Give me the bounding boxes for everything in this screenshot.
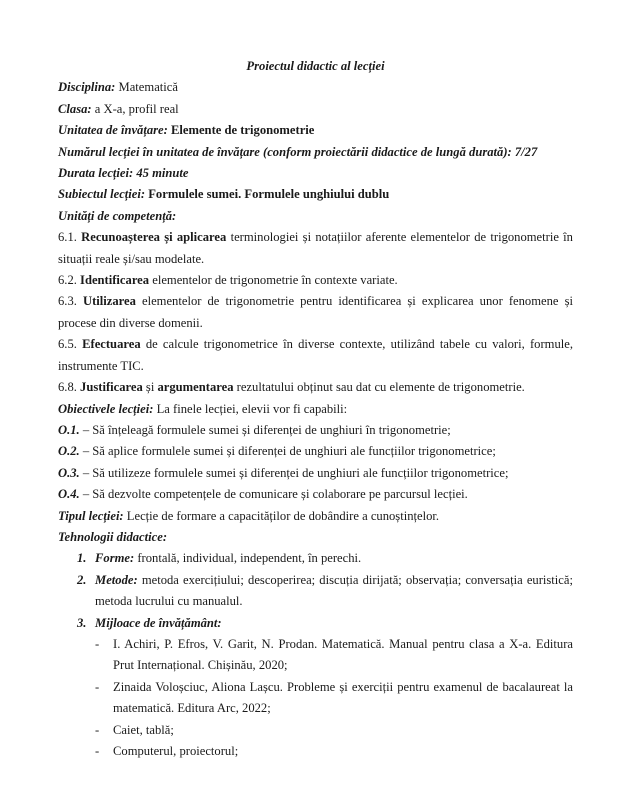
- field-label: Unitatea de învățare:: [58, 123, 168, 138]
- document-page: [58, 56, 573, 762]
- field-label: Clasa:: [58, 101, 92, 116]
- objective-item: O.1. – Să înțeleagă formulele sumei și diferenței de unghiuri în trigonometrie;: [58, 422, 451, 437]
- mijloc-item: - Caiet, tablă;: [95, 722, 174, 737]
- objective-item: O.2. – Să aplice formulele sumei și diferenței de unghiuri ale funcțiilor trigonometrice;: [58, 444, 496, 459]
- mijloace-list: [95, 634, 573, 762]
- field-numarul: [58, 142, 573, 163]
- field-value: Matematică: [115, 80, 178, 95]
- competente-heading: Unități de competență:: [58, 208, 177, 223]
- competenta-item: 6.5. Efectuarea de calcule trigonometrice în diverse contexte, utilizând tabele cu valori, formule, instrumente TIC.: [58, 337, 573, 373]
- field-value: Elemente de trigonometrie: [167, 123, 315, 138]
- obiective-intro: La finele lecției, elevii vor fi capabili:: [153, 401, 348, 416]
- field-label: Durata lecției: 45 minute: [58, 166, 189, 181]
- objective-item: O.4. – Să dezvolte competențele de comunicare și colaborare pe parcursul lecției.: [58, 487, 468, 502]
- objective-item: O.3. – Să utilizeze formulele sumei și diferenței de unghiuri ale funcțiilor trigonometrice;: [58, 465, 509, 480]
- field-clasa: [58, 99, 573, 120]
- competenta-item: 6.8. Justificarea și argumentarea rezultatului obținut sau dat cu elemente de trigonometrie.: [58, 380, 525, 395]
- document-title: Proiectul didactic al lecției: [246, 59, 385, 73]
- mijloc-item: - Computerul, proiectorul;: [95, 744, 239, 758]
- obiective-heading: Obiectivele lecției:: [58, 401, 154, 416]
- tehnologii-list: [58, 548, 573, 762]
- competenta-item: 6.2. Identificarea elementelor de trigonometrie în contexte variate.: [58, 273, 398, 288]
- field-label: Subiectul lecției:: [58, 187, 146, 202]
- tehnologii-item-metode: 2. Metode: metoda exercițiului; descoperirea; discuția dirijată; observația; conversația euristică; metoda lucrului cu manualul.: [77, 572, 573, 609]
- competenta-item: 6.3. Utilizarea elementelor de trigonometrie pentru identificarea și explicarea unor fenomene și procese din diverse domenii.: [58, 294, 573, 330]
- field-durata: [58, 163, 573, 184]
- tipul-label: Tipul lecției:: [58, 508, 124, 523]
- tipul-lectiei: [58, 506, 573, 527]
- field-unitatea: [58, 120, 573, 141]
- tipul-value: Lecție de formare a capacităților de dobândire a cunoștințelor.: [123, 508, 440, 523]
- mijloc-item: - I. Achiri, P. Efros, V. Garit, N. Prodan. Matematică. Manual pentru clasa a X-a. Editura Prut Internațional. Chișinău, 2020;: [95, 636, 573, 673]
- field-label: Numărul lecției în unitatea de învățare (conform proiectării didactice de lungă durată): 7/27: [58, 144, 538, 159]
- tehnologii-item-mijloace: 3. Mijloace de învățământ: - I. Achiri, P. Efros, V. Garit, N. Prodan. Matematică. Manual pentru clasa a X-a. Editura Prut Internațional. Chișinău, 2020; - Zinaida Voloșciuc, Aliona Lașcu. Probleme și exerciții pentru examenul de bacalaureat la matematică. Editura Arc, 2022; - Caiet, tablă; - Computerul, proiectorul;: [58, 613, 573, 763]
- tehnologii-heading: Tehnologii didactice:: [58, 529, 168, 544]
- obiective-section: [58, 399, 573, 420]
- competenta-item: 6.1. Recunoașterea și aplicarea terminologiei și notațiilor aferente elementelor de trigonometrie în situații reale și/sau modelate.: [58, 230, 573, 266]
- field-subiectul: [58, 184, 573, 205]
- field-disciplina: [58, 77, 573, 98]
- tehnologii-item-forme: 1. Forme: frontală, individual, independent, în perechi.: [77, 551, 362, 566]
- field-label: Disciplina:: [58, 80, 116, 95]
- field-value: a X-a, profil real: [91, 101, 179, 116]
- field-value: Formulele sumei. Formulele unghiului dublu: [145, 187, 390, 202]
- mijloc-item: - Zinaida Voloșciuc, Aliona Lașcu. Probleme și exerciții pentru examenul de bacalaureat la matematică. Editura Arc, 2022;: [95, 679, 573, 716]
